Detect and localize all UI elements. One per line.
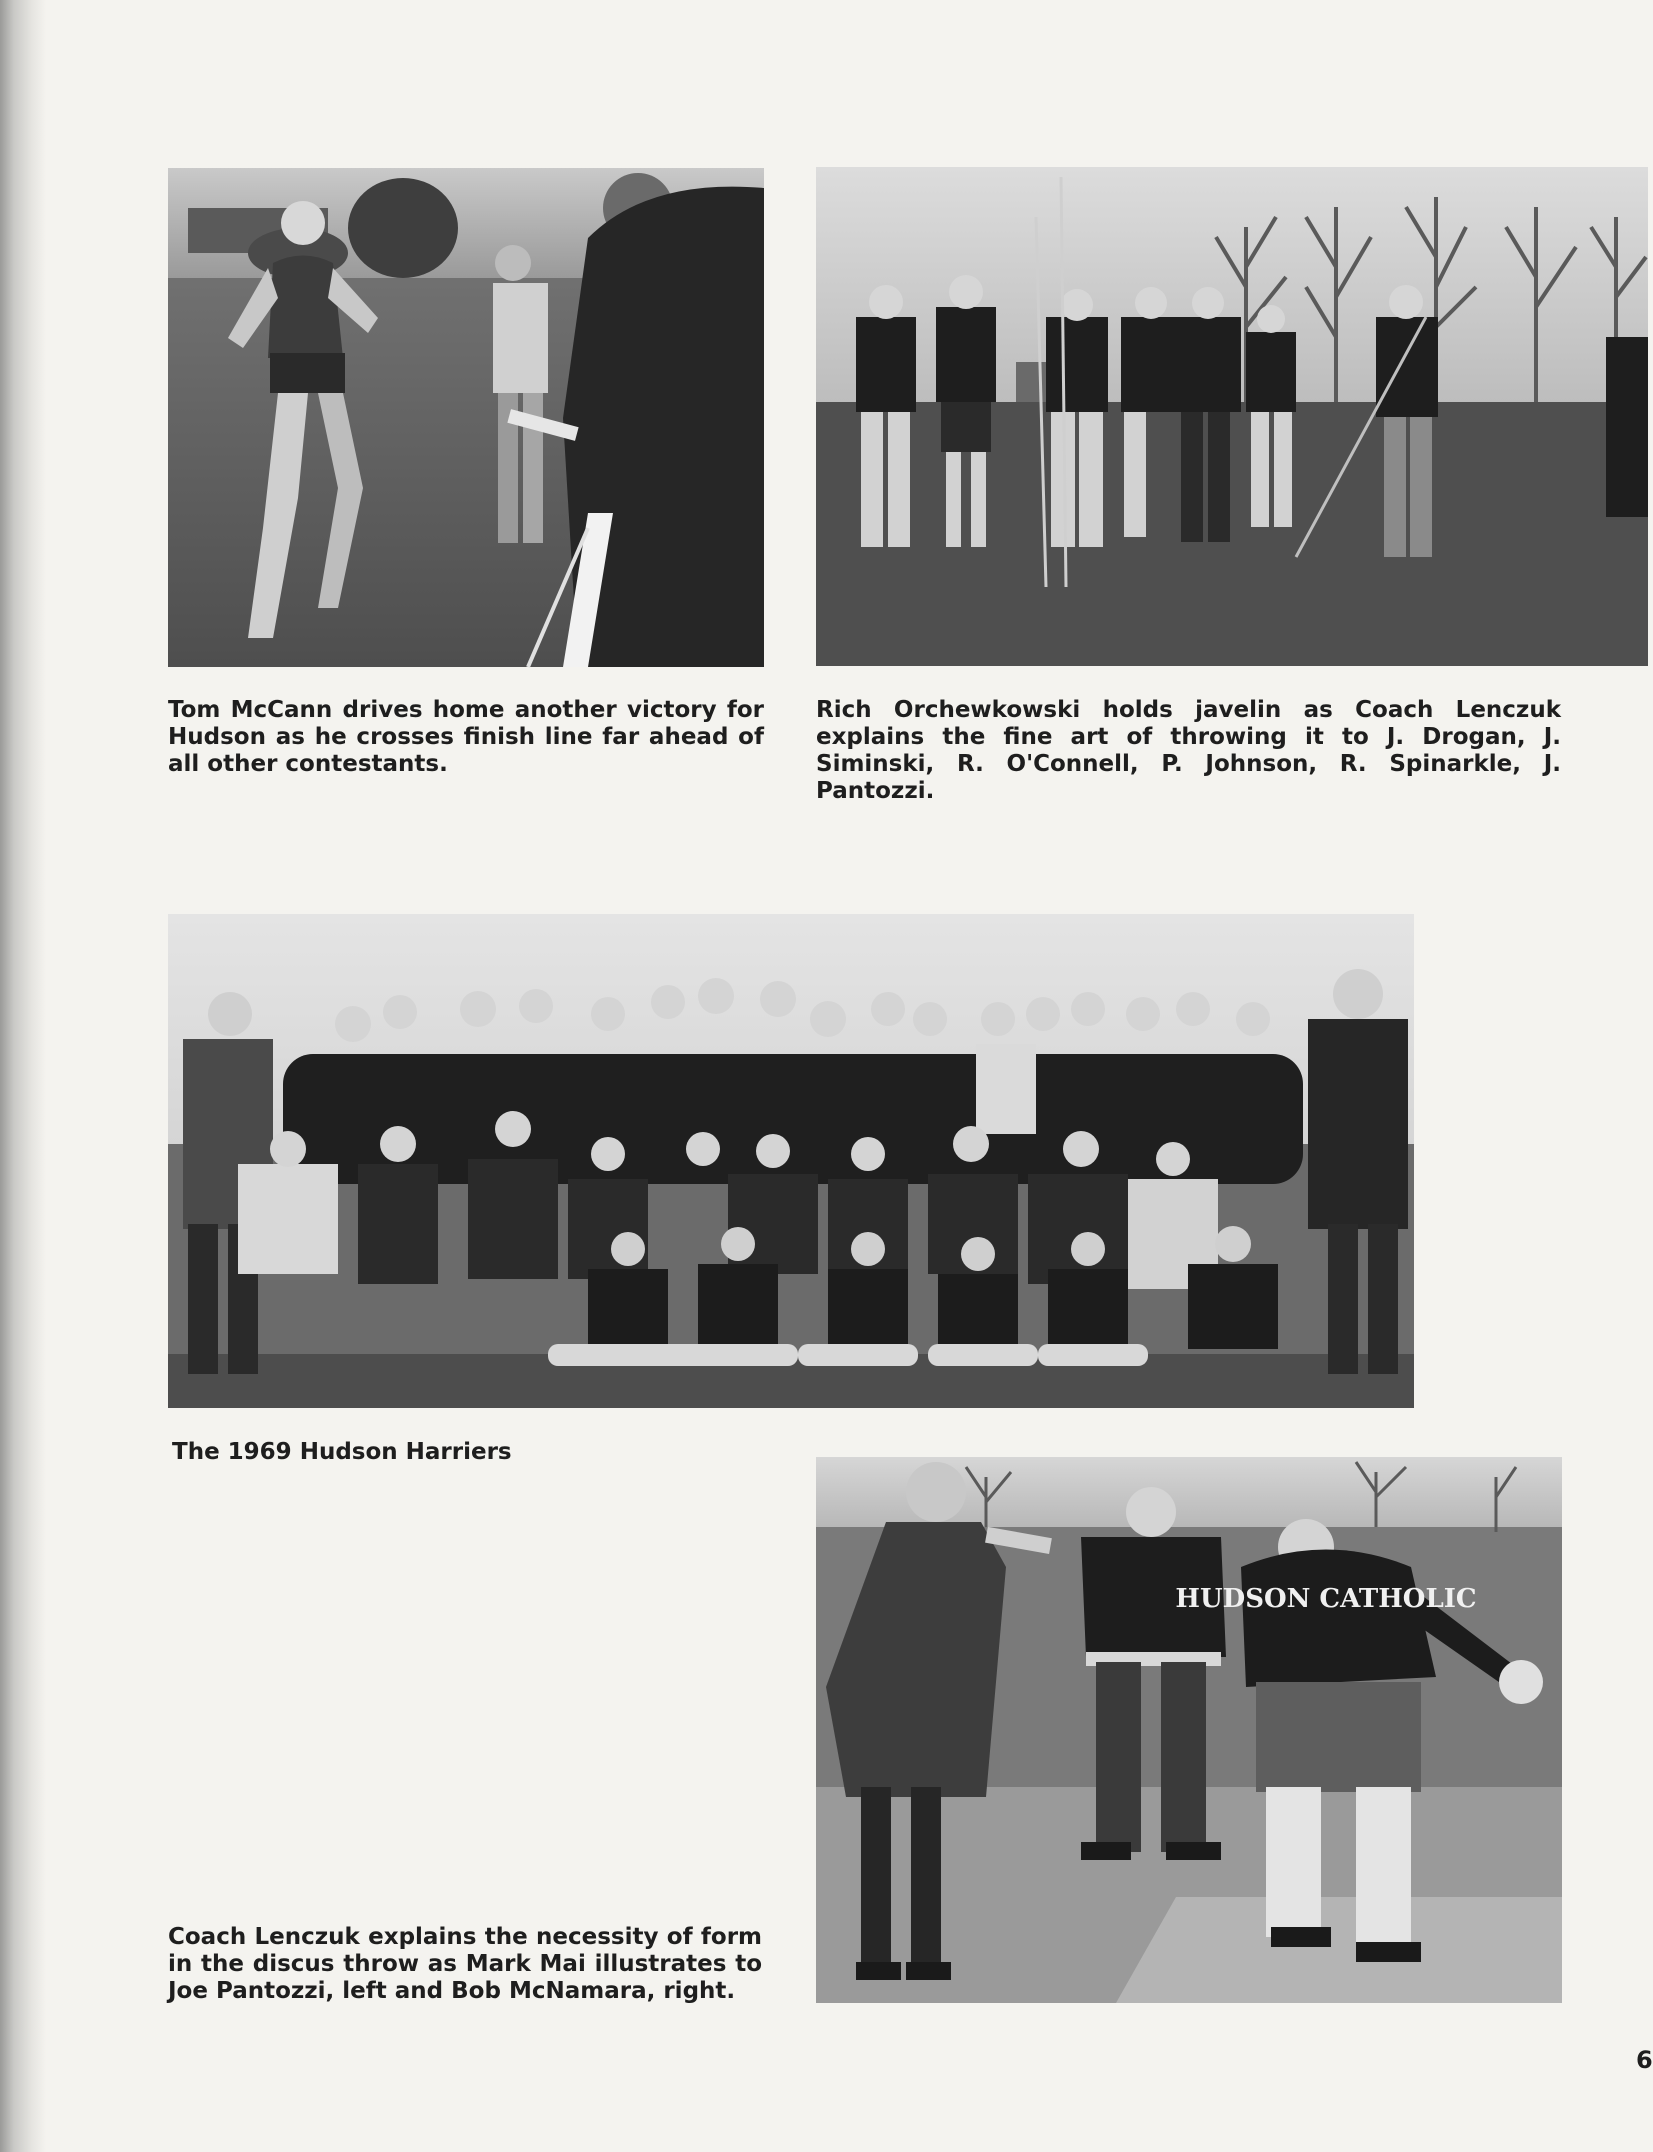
page-number: 6 [1636, 2046, 1653, 2074]
caption-discus-lesson: Coach Lenczuk explains the necessity of form in the discus throw as Mark Mai illustrates to Joe Pantozzi, left and Bob McNamara, right. [168, 1924, 762, 2004]
caption-team-photo: The 1969 Hudson Harriers [172, 1439, 512, 1465]
photo-discus-lesson [816, 1457, 1562, 2003]
photo-javelin-group [816, 167, 1648, 666]
caption-javelin-group: Rich Orchewkowski holds javelin as Coach Lenczuk explains the fine art of throwing it to J. Drogan, J. Siminski, R. O'Connell, P. Johnson, R. Spinarkle, J. Pantozzi. [816, 697, 1561, 804]
jacket-lettering: HUDSON CATHOLIC [1175, 1584, 1477, 1614]
binding-shadow [0, 0, 46, 2152]
caption-runner-finish-line: Tom McCann drives home another victory for Hudson as he crosses finish line far ahead of all other contestants. [168, 697, 764, 777]
photo-runner-finish-line [168, 168, 764, 667]
photo-team [168, 914, 1414, 1408]
